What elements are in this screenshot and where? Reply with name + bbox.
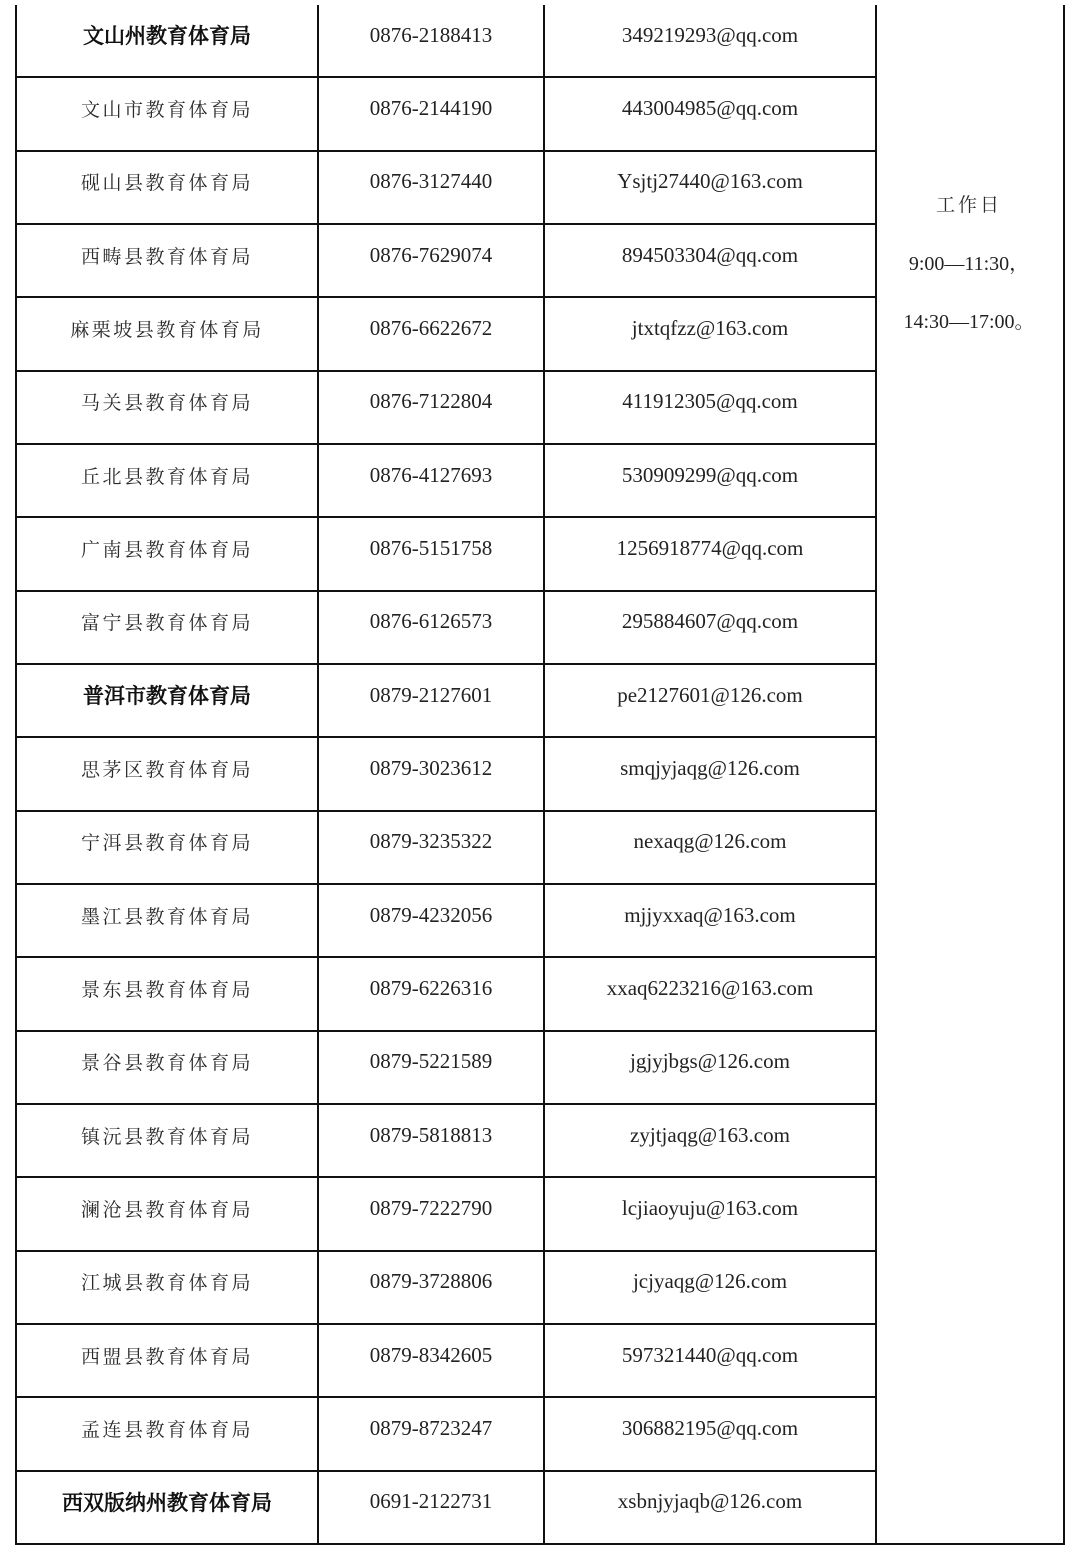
office-name: 江城县教育体育局: [80, 1272, 253, 1295]
office-name-cell: [17, 298, 319, 369]
email-cell: [545, 1325, 877, 1396]
phone-cell: [319, 1105, 545, 1176]
table-row: [17, 445, 877, 518]
phone-number: 0879-2127601: [369, 682, 493, 707]
table-row: [17, 665, 877, 738]
office-name: 西畴县教育体育局: [80, 245, 253, 268]
table-row: [17, 1398, 877, 1471]
phone-number: 0879-4232056: [369, 902, 493, 927]
phone-number: 0876-6622672: [369, 315, 493, 340]
phone-number: 0876-7629074: [369, 242, 493, 267]
office-name-cell: [17, 225, 319, 296]
phone-cell: [319, 665, 545, 736]
office-name: 镇沅县教育体育局: [80, 1125, 253, 1148]
email-cell: [545, 1472, 877, 1543]
office-name-cell: [17, 1325, 319, 1396]
table-row: [17, 372, 877, 445]
email-cell: [545, 5, 877, 76]
email-cell: [545, 298, 877, 369]
phone-cell: [319, 1325, 545, 1396]
table-row: [17, 1325, 877, 1398]
table-row: [17, 1032, 877, 1105]
office-name-cell: [17, 812, 319, 883]
office-name-cell: [17, 738, 319, 809]
office-hours-text: [877, 176, 1061, 352]
phone-number: 0876-7122804: [369, 389, 493, 414]
table-row: [17, 958, 877, 1031]
office-name: 富宁县教育体育局: [80, 612, 253, 635]
email-address: lcjiaoyuju@163.com: [621, 1195, 799, 1220]
table-row: [17, 885, 877, 958]
office-name: 思茅区教育体育局: [80, 758, 253, 781]
office-name: 普洱市教育体育局: [83, 684, 251, 709]
email-cell: [545, 445, 877, 516]
phone-number: 0879-6226316: [369, 975, 493, 1000]
table-row: [17, 592, 877, 665]
office-name: 墨江县教育体育局: [80, 905, 253, 928]
email-cell: [545, 518, 877, 589]
email-cell: [545, 812, 877, 883]
office-name-cell: [17, 665, 319, 736]
phone-cell: [319, 5, 545, 76]
email-address: mjjyxxaq@163.com: [624, 902, 796, 927]
office-name: 景东县教育体育局: [80, 978, 253, 1001]
email-cell: [545, 665, 877, 736]
office-name: 宁洱县教育体育局: [80, 832, 253, 855]
office-name-cell: [17, 1032, 319, 1103]
email-cell: [545, 958, 877, 1029]
email-cell: [545, 78, 877, 149]
phone-number: 0691-2122731: [369, 1489, 493, 1514]
table-row: [17, 225, 877, 298]
email-address: jcjyaqg@126.com: [632, 1269, 788, 1294]
office-name: 西盟县教育体育局: [80, 1345, 253, 1368]
phone-number: 0876-2188413: [369, 22, 493, 47]
table-row: [17, 738, 877, 811]
phone-number: 0876-6126573: [369, 609, 493, 634]
phone-number: 0879-7222790: [369, 1195, 493, 1220]
email-address: 443004985@qq.com: [621, 95, 799, 120]
office-name-cell: [17, 958, 319, 1029]
office-name: 砚山县教育体育局: [80, 172, 253, 195]
office-name-cell: [17, 1398, 319, 1469]
phone-cell: [319, 812, 545, 883]
email-address: jgjyjbgs@126.com: [630, 1049, 790, 1074]
office-name: 文山市教育体育局: [80, 98, 253, 121]
phone-cell: [319, 1398, 545, 1469]
phone-cell: [319, 372, 545, 443]
email-cell: [545, 738, 877, 809]
office-name-cell: [17, 152, 319, 223]
office-hours-morning: 9:00—11:30，: [908, 252, 1030, 275]
email-address: 306882195@qq.com: [621, 1415, 799, 1440]
phone-number: 0879-3235322: [369, 829, 493, 854]
email-cell: [545, 1178, 877, 1249]
email-address: xxaq6223216@163.com: [606, 975, 814, 1000]
phone-cell: [319, 445, 545, 516]
office-name-cell: [17, 885, 319, 956]
contact-table: [15, 5, 877, 1545]
office-name-cell: [17, 592, 319, 663]
email-address: 894503304@qq.com: [621, 242, 799, 267]
office-name: 西双版纳州教育体育局: [62, 1490, 272, 1515]
office-name: 澜沧县教育体育局: [80, 1198, 253, 1221]
phone-cell: [319, 1032, 545, 1103]
email-address: 295884607@qq.com: [621, 609, 799, 634]
office-name: 马关县教育体育局: [80, 392, 253, 415]
phone-number: 0879-3728806: [369, 1269, 493, 1294]
table-row: [17, 78, 877, 151]
office-name-cell: [17, 445, 319, 516]
email-cell: [545, 1398, 877, 1469]
table-row: [17, 1252, 877, 1325]
office-name: 麻栗坡县教育体育局: [70, 318, 264, 341]
email-address: 597321440@qq.com: [621, 1342, 799, 1367]
phone-number: 0879-5818813: [369, 1122, 493, 1147]
email-address: jtxtqfzz@163.com: [631, 315, 789, 340]
office-hours-cell: [877, 5, 1065, 1545]
phone-cell: [319, 298, 545, 369]
phone-number: 0876-4127693: [369, 462, 493, 487]
email-cell: [545, 592, 877, 663]
email-address: 349219293@qq.com: [621, 22, 799, 47]
phone-number: 0879-8723247: [369, 1415, 493, 1440]
table-row: [17, 1105, 877, 1178]
phone-cell: [319, 152, 545, 223]
email-address: Ysjtj27440@163.com: [617, 169, 803, 194]
email-address: zyjtjaqg@163.com: [630, 1122, 790, 1147]
email-cell: [545, 372, 877, 443]
email-cell: [545, 1105, 877, 1176]
office-name: 景谷县教育体育局: [80, 1052, 253, 1075]
office-hours-afternoon: 14:30—17:00。: [903, 311, 1035, 333]
phone-cell: [319, 1252, 545, 1323]
phone-cell: [319, 78, 545, 149]
phone-cell: [319, 225, 545, 296]
phone-cell: [319, 1178, 545, 1249]
table-row: [17, 5, 877, 78]
office-hours-days: 工作日: [935, 194, 1002, 216]
table-row: [17, 152, 877, 225]
office-name-cell: [17, 5, 319, 76]
phone-cell: [319, 518, 545, 589]
table-row: [17, 1472, 877, 1545]
table-row: [17, 812, 877, 885]
office-name-cell: [17, 1472, 319, 1543]
phone-number: 0879-8342605: [369, 1342, 493, 1367]
email-cell: [545, 152, 877, 223]
office-name-cell: [17, 518, 319, 589]
office-name: 文山州教育体育局: [83, 24, 251, 49]
email-cell: [545, 225, 877, 296]
table-row: [17, 1178, 877, 1251]
office-name-cell: [17, 372, 319, 443]
table-row: [17, 298, 877, 371]
phone-cell: [319, 738, 545, 809]
office-name: 广南县教育体育局: [80, 538, 253, 561]
phone-cell: [319, 885, 545, 956]
phone-number: 0879-5221589: [369, 1049, 493, 1074]
office-name: 孟连县教育体育局: [80, 1418, 253, 1441]
email-address: 411912305@qq.com: [622, 389, 798, 414]
office-name-cell: [17, 1252, 319, 1323]
phone-number: 0876-2144190: [369, 95, 493, 120]
email-address: nexaqg@126.com: [633, 829, 787, 854]
email-cell: [545, 1252, 877, 1323]
table-row: [17, 518, 877, 591]
email-address: smqjyjaqg@126.com: [620, 755, 800, 780]
phone-number: 0876-5151758: [369, 535, 493, 560]
email-cell: [545, 1032, 877, 1103]
email-address: xsbnjyjaqb@126.com: [617, 1489, 803, 1514]
email-address: 530909299@qq.com: [621, 462, 799, 487]
office-name-cell: [17, 1105, 319, 1176]
email-address: 1256918774@qq.com: [616, 535, 804, 560]
phone-number: 0876-3127440: [369, 169, 493, 194]
office-name: 丘北县教育体育局: [80, 465, 253, 488]
phone-cell: [319, 1472, 545, 1543]
phone-cell: [319, 592, 545, 663]
email-address: pe2127601@126.com: [617, 682, 803, 707]
phone-cell: [319, 958, 545, 1029]
phone-number: 0879-3023612: [369, 755, 493, 780]
office-name-cell: [17, 78, 319, 149]
email-cell: [545, 885, 877, 956]
office-name-cell: [17, 1178, 319, 1249]
